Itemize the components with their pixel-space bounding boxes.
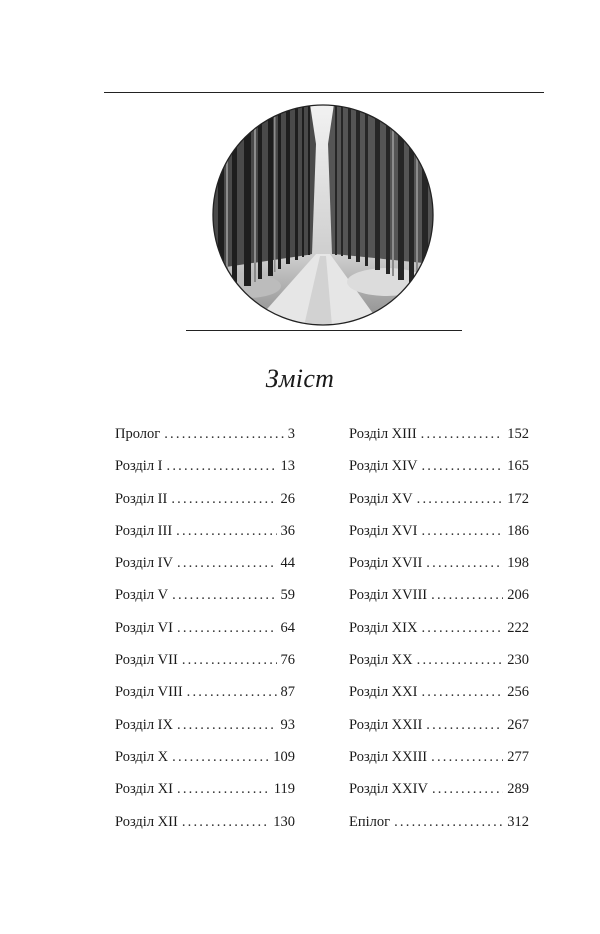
toc-entry-label: Розділ XXIV — [349, 781, 428, 798]
toc-entry-page: 109 — [273, 748, 295, 765]
toc-entry-label: Розділ X — [115, 748, 169, 765]
dot-leader — [431, 749, 503, 766]
toc-entry-label: Розділ XIX — [349, 619, 418, 636]
toc-entry-label: Розділ III — [115, 522, 173, 539]
toc-entry-page: 13 — [280, 458, 295, 475]
toc-entry-page: 64 — [280, 619, 295, 636]
dot-leader — [172, 587, 276, 604]
toc-entry — [115, 652, 295, 684]
toc-entry-label: Розділ IX — [115, 716, 173, 733]
toc-entry — [115, 717, 295, 749]
dot-leader — [432, 781, 503, 798]
dot-leader — [177, 555, 277, 572]
toc-entry-label: Розділ XI — [115, 781, 173, 798]
forest-road-illustration — [212, 104, 434, 326]
dot-leader — [177, 781, 270, 798]
toc-entry-page: 44 — [280, 555, 295, 572]
toc-entry-label: Розділ II — [115, 490, 168, 507]
toc-entry-page: 172 — [507, 490, 529, 507]
toc-entry-label: Пролог — [115, 426, 161, 442]
toc-entry-label: Розділ XIV — [349, 458, 418, 475]
dot-leader — [172, 749, 269, 766]
toc-entry-page: 76 — [280, 652, 295, 669]
toc-entry — [115, 426, 295, 458]
dot-leader — [182, 652, 277, 669]
toc-entry — [349, 652, 529, 684]
toc-entry-page: 130 — [273, 813, 295, 830]
dot-leader — [426, 555, 503, 572]
toc-entry-label: Розділ XXII — [349, 716, 423, 733]
toc-entry — [115, 749, 295, 781]
toc-entry-label: Розділ XVI — [349, 522, 418, 539]
toc-entry-label: Розділ XXI — [349, 684, 418, 701]
toc-entry-page: 230 — [507, 652, 529, 669]
dot-leader — [164, 426, 284, 443]
dot-leader — [182, 814, 269, 831]
toc-entry-page: 312 — [507, 813, 529, 830]
dot-leader — [177, 620, 277, 637]
toc-entry-label: Епілог — [349, 813, 391, 830]
toc-entry — [115, 814, 295, 846]
toc-entry — [115, 684, 295, 716]
toc-entry-page: 289 — [507, 781, 529, 798]
toc-entry-page: 165 — [507, 458, 529, 475]
toc-entry — [349, 491, 529, 523]
toc-entry-page: 198 — [507, 555, 529, 572]
toc-entry-label: Розділ XIII — [349, 426, 417, 442]
toc-entry — [349, 749, 529, 781]
toc-column-left — [115, 426, 295, 846]
toc-entry — [349, 620, 529, 652]
toc-entry-label: Розділ XVII — [349, 555, 423, 572]
toc-entry — [349, 684, 529, 716]
toc-entry-page: 87 — [280, 684, 295, 701]
toc-entry-page: 222 — [507, 619, 529, 636]
toc-entry-page: 152 — [507, 426, 529, 442]
middle-rule — [186, 330, 462, 331]
toc-entry-page: 119 — [273, 781, 295, 798]
dot-leader — [177, 717, 277, 734]
toc-entry — [349, 717, 529, 749]
dot-leader — [421, 458, 503, 475]
dot-leader — [176, 523, 276, 540]
toc-entry-label: Розділ XII — [115, 813, 178, 830]
toc-entry — [349, 781, 529, 813]
toc-entry-label: Розділ XX — [349, 652, 413, 669]
dot-leader — [421, 684, 503, 701]
toc-entry-page: 186 — [507, 522, 529, 539]
toc-entry-label: Розділ XVIII — [349, 587, 428, 604]
top-rule — [104, 92, 544, 93]
toc-entry-page: 256 — [507, 684, 529, 701]
toc-entry — [115, 620, 295, 652]
dot-leader — [417, 652, 504, 669]
toc-entry-label: Розділ VII — [115, 652, 178, 669]
toc-entry-page: 206 — [507, 587, 529, 604]
toc-column-right — [349, 426, 529, 846]
toc-entry — [349, 458, 529, 490]
toc-entry — [115, 555, 295, 587]
toc-entry-label: Розділ V — [115, 587, 169, 604]
toc-entry-label: Розділ VI — [115, 619, 173, 636]
toc-entry-page: 59 — [280, 587, 295, 604]
dot-leader — [421, 523, 503, 540]
toc-entry-label: Розділ XXIII — [349, 748, 428, 765]
dot-leader — [171, 491, 276, 508]
toc-entry-page: 277 — [507, 748, 529, 765]
toc-entry-label: Розділ IV — [115, 555, 173, 572]
toc-entry — [349, 555, 529, 587]
dot-leader — [417, 491, 504, 508]
toc-title: Зміст — [265, 364, 335, 393]
toc-entry-page: 26 — [280, 490, 295, 507]
dot-leader — [426, 717, 503, 734]
dot-leader — [421, 426, 504, 443]
toc-entry-label: Розділ I — [115, 458, 163, 475]
toc-entry — [349, 426, 529, 458]
toc-entry-page: 36 — [280, 522, 295, 539]
toc-entry-label: Розділ VIII — [115, 684, 183, 701]
dot-leader — [394, 814, 503, 831]
dot-leader — [431, 587, 503, 604]
toc-entry — [115, 781, 295, 813]
dot-leader — [167, 458, 277, 475]
toc-entry — [349, 587, 529, 619]
toc-entry — [349, 814, 529, 846]
toc-entry — [115, 491, 295, 523]
dot-leader — [187, 684, 277, 701]
toc-entry-page: 3 — [287, 426, 295, 442]
toc-entry — [115, 458, 295, 490]
toc-entry-page: 93 — [280, 716, 295, 733]
toc-entry — [115, 523, 295, 555]
toc-entry-page: 267 — [507, 716, 529, 733]
dot-leader — [421, 620, 503, 637]
toc-entry — [115, 587, 295, 619]
toc-entry-label: Розділ XV — [349, 490, 413, 507]
toc-entry — [349, 523, 529, 555]
